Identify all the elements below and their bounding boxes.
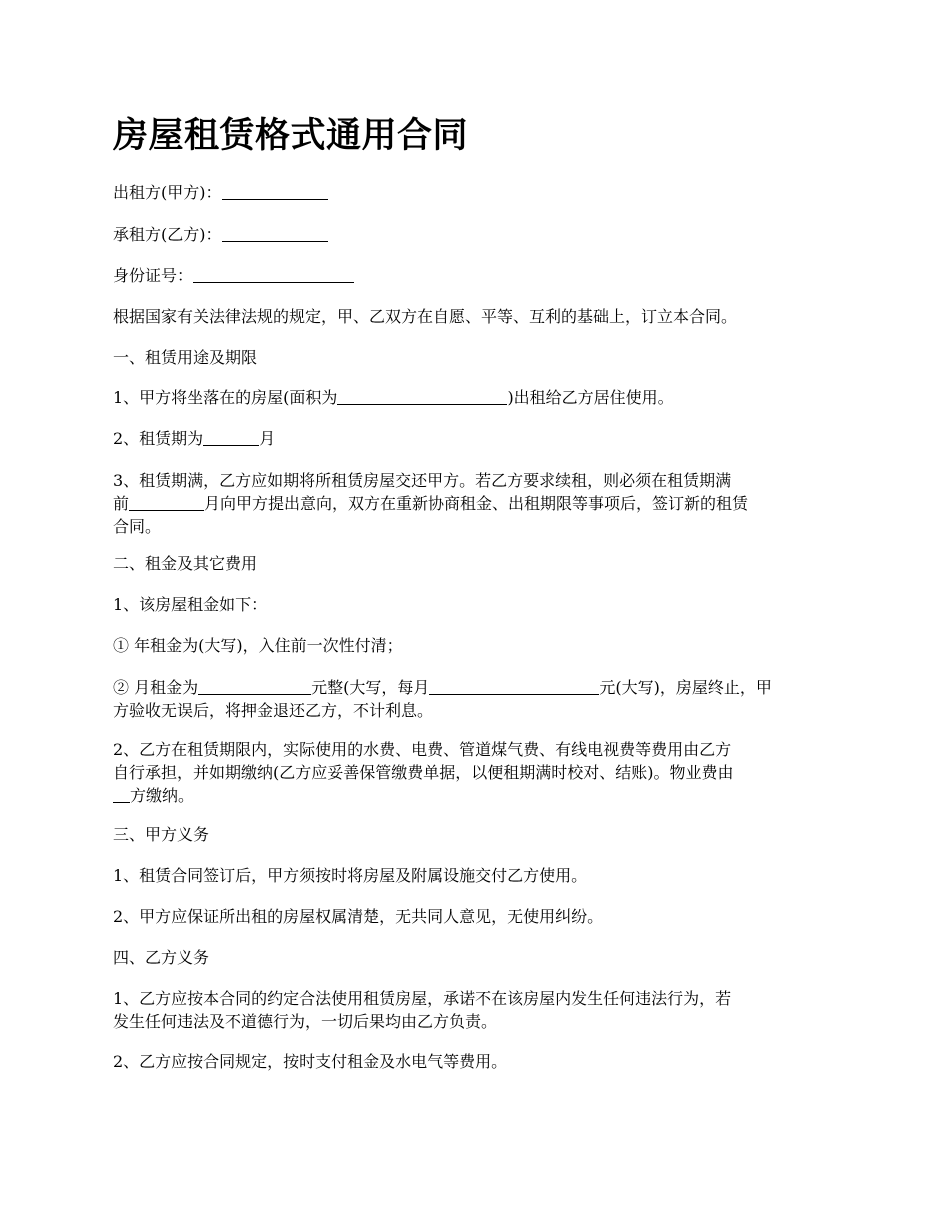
monthly-rent-words-blank[interactable] — [429, 678, 599, 695]
lessor-blank[interactable] — [222, 183, 328, 200]
section-1-item-2 — [113, 427, 843, 450]
item-line — [113, 784, 843, 807]
section-4-heading: 四、乙方义务 — [113, 948, 210, 967]
item-text: 2、租赁期为 — [113, 429, 204, 448]
section-2-sub-2 — [113, 676, 843, 722]
area-blank[interactable] — [337, 388, 507, 405]
section-2-item-1: 1、该房屋租金如下： — [113, 595, 268, 614]
item-text: 方缴纳。 — [130, 786, 195, 805]
lease-term-blank[interactable] — [203, 429, 259, 446]
monthly-rent-blank[interactable] — [198, 678, 311, 695]
lessee-field — [113, 223, 843, 246]
property-fee-party-blank[interactable] — [113, 786, 130, 803]
section-2-heading: 二、租金及其它费用 — [113, 554, 258, 573]
intro-paragraph: 根据国家有关法律法规的规定，甲、乙双方在自愿、平等、互利的基础上，订立本合同。 — [113, 307, 738, 326]
lessee-blank[interactable] — [222, 225, 328, 242]
lessee-label: 承租方(乙方)： — [113, 225, 222, 244]
id-number-blank[interactable] — [193, 266, 354, 283]
section-4-item-1 — [113, 987, 843, 1033]
item-text: 元整(大写，每月 — [311, 678, 430, 697]
id-number-field — [113, 264, 843, 287]
item-line: 合同。 — [113, 517, 162, 536]
item-line: 2、乙方在租赁期限内，实际使用的水费、电费、管道煤气费、有线电视费等费用由乙方 — [113, 740, 732, 759]
item-line: 自行承担，并如期缴纳(乙方应妥善保管缴费单据，以便租期满时校对、结账)。物业费由 — [113, 763, 734, 782]
item-line — [113, 676, 843, 699]
section-1-item-3 — [113, 469, 843, 538]
item-text: 1、甲方将坐落在的房屋(面积为 — [113, 388, 338, 407]
section-3-item-1: 1、租赁合同签订后，甲方须按时将房屋及附属设施交付乙方使用。 — [113, 866, 588, 885]
item-line — [113, 492, 843, 515]
section-1-item-1 — [113, 386, 843, 409]
item-line: 方验收无误后，将押金退还乙方，不计利息。 — [113, 701, 434, 720]
section-3-item-2: 2、甲方应保证所出租的房屋权属清楚，无共同人意见，无使用纠纷。 — [113, 907, 604, 926]
section-4-item-2: 2、乙方应按合同规定，按时支付租金及水电气等费用。 — [113, 1052, 508, 1071]
lessor-field — [113, 181, 843, 204]
item-text: )出租给乙方居住使用。 — [507, 388, 674, 407]
item-text: ② 月租金为 — [113, 678, 199, 697]
section-2-sub-1: ① 年租金为(大写)，入住前一次性付清； — [113, 636, 403, 655]
item-text: 前 — [113, 494, 130, 513]
section-1-heading: 一、租赁用途及期限 — [113, 348, 258, 367]
lessor-label: 出租方(甲方)： — [113, 183, 222, 202]
id-number-label: 身份证号： — [113, 266, 194, 285]
item-line: 发生任何违法及不道德行为，一切后果均由乙方负责。 — [113, 1012, 498, 1031]
item-text: 月 — [259, 429, 276, 448]
item-line: 3、租赁期满，乙方应如期将所租赁房屋交还甲方。若乙方要求续租，则必须在租赁期满 — [113, 471, 732, 490]
document-title: 房屋租赁格式通用合同 — [113, 116, 469, 156]
item-text: 月向甲方提出意向，双方在重新协商租金、出租期限等事项后，签订新的租赁 — [204, 494, 749, 513]
section-2-item-2 — [113, 738, 843, 807]
item-text: 元(大写)，房屋终止，甲 — [599, 678, 772, 697]
section-3-heading: 三、甲方义务 — [113, 825, 210, 844]
item-line: 1、乙方应按本合同的约定合法使用租赁房屋，承诺不在该房屋内发生任何违法行为，若 — [113, 989, 732, 1008]
renewal-notice-blank[interactable] — [129, 494, 204, 511]
